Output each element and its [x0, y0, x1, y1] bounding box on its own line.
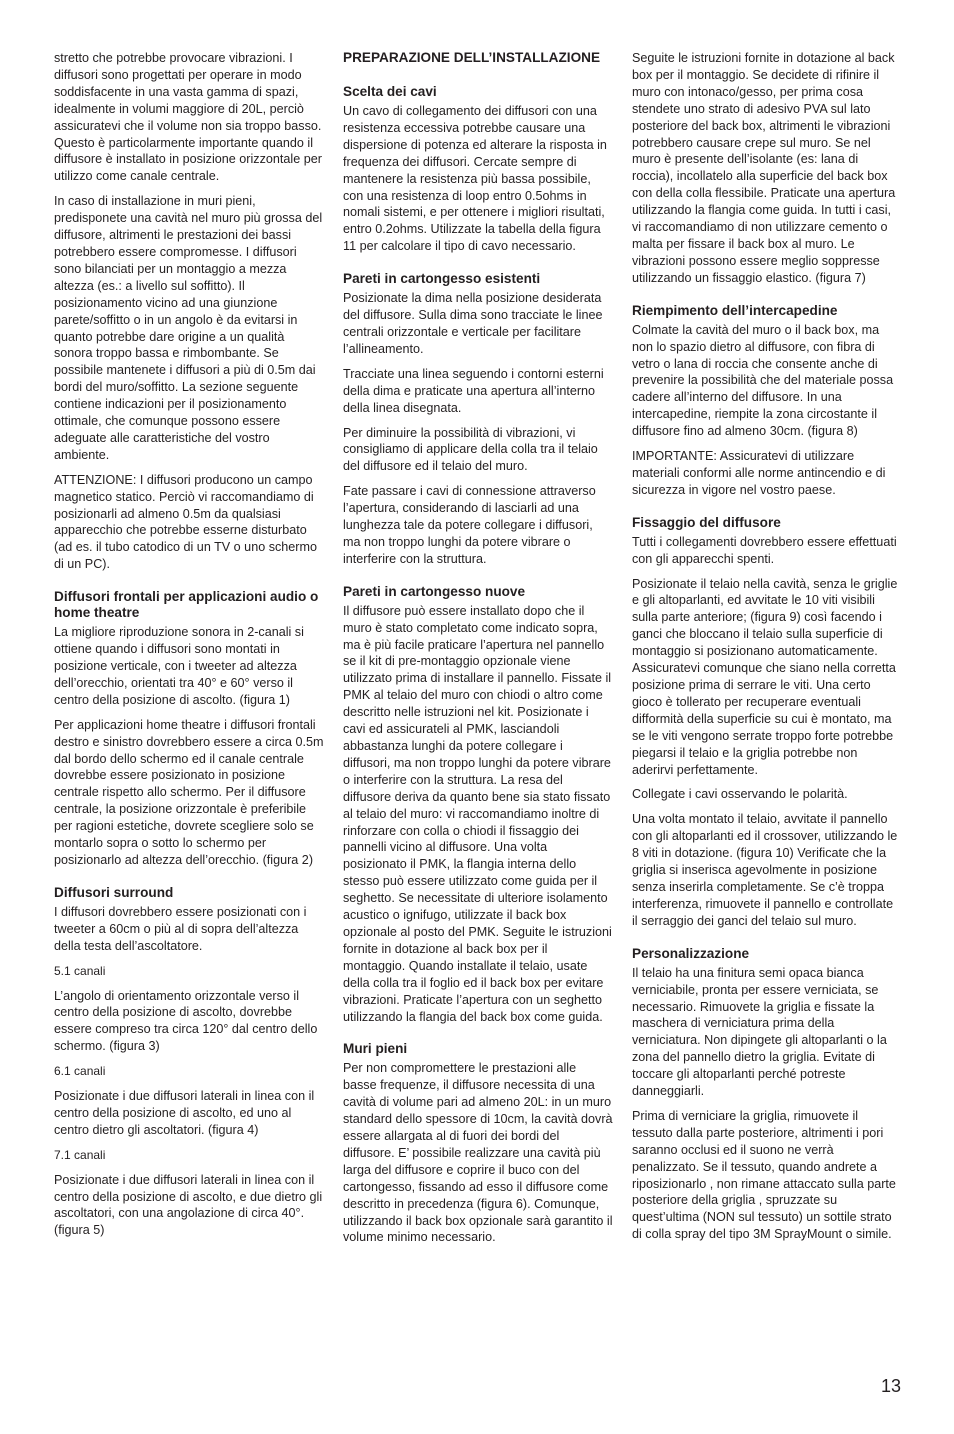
section-heading: Pareti in cartongesso nuove: [343, 583, 526, 599]
paragraph: Tracciate una linea seguendo i contorni esterni della dima e praticate una apertura all’interno della linea disegnata.: [343, 366, 604, 415]
page-number: 13: [880, 1376, 901, 1396]
paragraph: Posizionate i due diffusori laterali in linea con il centro della posizione di ascolto, ed uno al centro dietro gli ascoltatori. (figura 4): [54, 1089, 315, 1137]
paragraph: IMPORTANTE: Assicuratevi di utilizzare materiali conformi alle norme antincendio e di sicurezza in vigore nel vostro paese.: [632, 449, 886, 497]
column-3: [632, 50, 902, 1251]
paragraph: Un cavo di collegamento dei diffusori con una resistenza eccessiva potrebbe causare una dispersione di potenza ed alterare la risposta in frequenza dei diffusori. Cercate sempre di mantenere la resistenza più bassa possibile, con una resistenza di loop entro 0.5ohms in nomali sistemi, e per ottenere i migliori risultati, entro 0.2ohms. Utilizzate la tabella della figura 11 per calcolare il tipo di cavo necessario.: [343, 104, 607, 254]
paragraph: Il diffusore può essere installato dopo che il muro è stato completato come indicato sopra, ma è più facile praticare l’apertura nel pannello se il kit di pre-montaggio opzionale viene utilizzato prima di installare il pannello. Fissate il PMK al telaio del muro con chiodi o altro come descritto nelle istruzioni nel kit. Posizionate i cavi ed assicurateli al PMK, lasciandoli abbastanza lunghi da potere collegare i diffusori, ma non troppo lunghi da potere vibrare o interferire con la struttura. La resa del diffusore deriva da quanto bene sia stato fissato al telaio del muro: vi raccomandiamo inoltre di rinforzare con colla o chiodi il fissaggio dei pannelli vicino al diffusore. Una volta posizionato il PMK, la flangia interna dello stesso può essere utilizzato come guida per il seghetto. Se necessitate di ulteriore isolamento acustico o ignifugo, utilizzate il back box opzionale al posto del PMK. Seguite le istruzioni fornite in dotazione al back box per il montaggio. Quando installate il telaio, usate della colla tra il foglio ed il back box per evitare vibrazioni. Praticate l’apertura con un seghetto utilizzando la flangia del back box come guida.: [343, 603, 612, 1024]
section-title: PREPARAZIONE DELL’INSTALLAZIONE: [343, 50, 601, 65]
paragraph: Posizionate i due diffusori laterali in linea con il centro della posizione di ascolto, e due dietro gli ascoltatori, con una angolazione di circa 40°. (figura 5): [54, 1172, 323, 1238]
subheading-label: 7.1 canali: [54, 1147, 106, 1162]
paragraph: Collegate i cavi osservando le polarità.: [632, 787, 848, 802]
subheading-label: 5.1 canali: [54, 963, 106, 978]
paragraph: ATTENZIONE: I diffusori producono un campo magnetico statico. Perciò vi raccomandiamo di posizionarli ad almeno 0.5m da qualsiasi apparecchio che potrebbe esserne disturbato (ad es. il tubo catodico di un TV o uno schermo di un PC).: [54, 472, 317, 572]
paragraph: Seguite le istruzioni fornite in dotazione al back box per il montaggio. Se decidete di rifinire il muro con intonaco/gesso, per prima cosa stendete uno strato di adesivo PVA sul lato posteriore del back box, altrimenti le vibrazioni potrebbero causare crepe sul muro. Se nel muro è presente dell’isolante (es: lana di roccia), incollatelo alla superficie del back box con della colla flessibile. Praticate una apertura utilizzando la flangia come guida. In tutti i casi, vi raccomandiamo di non utilizzare cemento o malta per fissare il back box al muro. Le vibrazioni possono essere meglio soppresse utilizzando un fissaggio elastico. (figura 7): [632, 51, 896, 285]
paragraph: Per diminuire la possibilità di vibrazioni, vi consigliamo di applicare della colla tra il telaio del diffusore ed il telaio del muro.: [343, 425, 598, 474]
section-heading: Fissaggio del diffusore: [632, 514, 781, 530]
paragraph: La migliore riproduzione sonora in 2-canali si ottiene quando i diffusori sono montati in posizione verticale, con i tweeter ad altezza dell’orecchio, orientati tra 40° e 60° verso il centro della posizione di ascolto. (figura 1): [54, 625, 304, 707]
paragraph: Per non compromettere le prestazioni alle basse frequenze, il diffusore necessita di una cavità di volume pari ad almeno 20L: in un muro standard dello spessore di 10cm, la cavità dovrà essere allargata al di fuori dei bordi del diffusore. E’ possibile realizzare una cavità più larga del diffusore e coprire il buco con del cartongesso, fissando ad esso il diffusore come descritto in precedenza (figura 6). Comunque, utilizzando il back box opzionale sarà garantito il volume minimo necessario.: [343, 1061, 613, 1245]
paragraph: Per applicazioni home theatre i diffusori frontali destro e sinistro dovrebbero essere a circa 0.5m dal bordo dello schermo ed il canale centrale dovrebbe essere posizionato in posizione centrale rispetto allo schermo. Per il diffusore centrale, la posizione orizzontale è preferibile per ragioni estetiche, dovrete scegliere solo se montarlo sopra o sotto lo schermo per posizionarlo ad altezza dell’orecchio. (figura 2): [54, 717, 324, 867]
paragraph: Posizionate il telaio nella cavità, senza le griglie e gli altoparlanti, ed avvitate le 10 viti visibili sulla parte anteriore; (figura 9) così facendo i ganci che bloccano il telaio sulla superficie di montaggio si posizionano automaticamente. Assicuratevi comunque che siano nella corretta posizione prima di serrare le viti. Una certo gioco è tollerato per recuperare eventuali difformità della superficie su cui è montato, ma se le viti vengono serrate troppo forte potrebbe piegarsi il telaio e la griglia potrebbe non aderirvi perfettamente.: [632, 576, 898, 777]
section-heading: Muri pieni: [343, 1041, 408, 1057]
paragraph: stretto che potrebbe provocare vibrazioni. I diffusori sono progettati per operare in modo soddisfacente in una vasta gamma di spazi, idealmente in volumi maggiore di 20L, perciò assicuratevi che il volume non sia troppo basso. Questo è particolarmente importante quando il diffusore è installato in posizione orizzontale per utilizzo come canale centrale.: [54, 51, 322, 184]
column-2: [343, 50, 613, 1254]
section-heading: Diffusori frontali per applicazioni audio o home theatre: [54, 589, 319, 621]
paragraph: Il telaio ha una finitura semi opaca bianca verniciabile, pronta per essere verniciata, se necessario. Rimuovete la griglia e fissate la maschera di verniciatura prima della verniciatura. Non dipingete gli altoparlanti o la zona del pannello dietro la griglia. Evitate di toccare gli altoparlanti perché potreste danneggiarli.: [632, 965, 887, 1099]
column-1: [54, 50, 324, 1247]
paragraph: L’angolo di orientamento orizzontale verso il centro della posizione di ascolto, dovrebbe essere compreso tra circa 120° dal centro dello schermo. (figura 3): [54, 988, 318, 1054]
section-heading: Diffusori surround: [54, 884, 174, 900]
paragraph: Tutti i collegamenti dovrebbero essere effettuati con gli apparecchi spenti.: [632, 534, 897, 566]
section-heading: Pareti in cartongesso esistenti: [343, 271, 541, 287]
paragraph: Posizionate la dima nella posizione desiderata del diffusore. Sulla dima sono tracciate le linee centrali orizzontale e verticale per facilitare l’allineamento.: [343, 291, 603, 356]
section-heading: Personalizzazione: [632, 945, 750, 961]
paragraph: In caso di installazione in muri pieni, predisponete una cavità nel muro più grossa del diffusore, altrimenti le prestazioni dei bassi potrebbero essere compromesse. I diffusori sono bilanciati per un montaggio a mezza altezza (es.: a livello sul soffitto). Il posizionamento vicino ad una giunzione parete/soffitto o in un angolo è da evitarsi in quanto potrebbe dare origine a un qualità sonora troppo bassa e rimbombante. Se possibile mantenete i diffusori a più di 0.5m dai bordi del muro/soffitto. La sezione seguente contiene indicazioni per il posizionamento ottimale, che comunque possono essere adeguate alle caratteristiche del vostro ambiente.: [54, 194, 323, 462]
paragraph: I diffusori dovrebbero essere posizionati con i tweeter a 60cm o più al di sopra dell’altezza della testa dell’ascoltatore.: [54, 904, 307, 953]
paragraph: Una volta montato il telaio, avvitate il pannello con gli altoparlanti ed il crossover, utilizzando le 8 viti in dotazione. (figura 10) Verificate che la griglia si inserisca agevolmente in posizione senza inserirla completamente. Se c’è troppa interferenza, rimuovete il pannello e controllate il serraggio dei ganci del telaio sul muro.: [632, 812, 898, 928]
section-heading: Scelta dei cavi: [343, 84, 437, 99]
section-heading: Riempimento dell’intercapedine: [632, 302, 838, 318]
subheading-label: 6.1 canali: [54, 1064, 106, 1079]
paragraph: Prima di verniciare la griglia, rimuovete il tessuto dalla parte posteriore, altrimenti i pori saranno occlusi ed il suono ne verrà penalizzato. Se il tessuto, quando andrete a riposizionarlo , non rimane attaccato sulla parte posteriore della griglia , spruzzate su quest’ultima (NON sul tessuto) un sottile strato di colla spray del tipo 3M SprayMount o simile.: [632, 1108, 896, 1242]
paragraph: Colmate la cavità del muro o il back box, ma non lo spazio dietro al diffusore, con fibra di vetro o lana di roccia che consente anche di prevenire la possibilità che del materiale possa cadere all’interno del diffusore. In una intercapedine, riempite la zona circostante il diffusore fino ad almeno 30cm. (figura 8): [632, 322, 894, 439]
paragraph: Fate passare i cavi di connessione attraverso l’apertura, considerando di lasciarli ad una lunghezza tale da potere collegare i diffusori, ma non troppo lunghi da potere vibrare o interferire con la struttura.: [343, 484, 596, 566]
